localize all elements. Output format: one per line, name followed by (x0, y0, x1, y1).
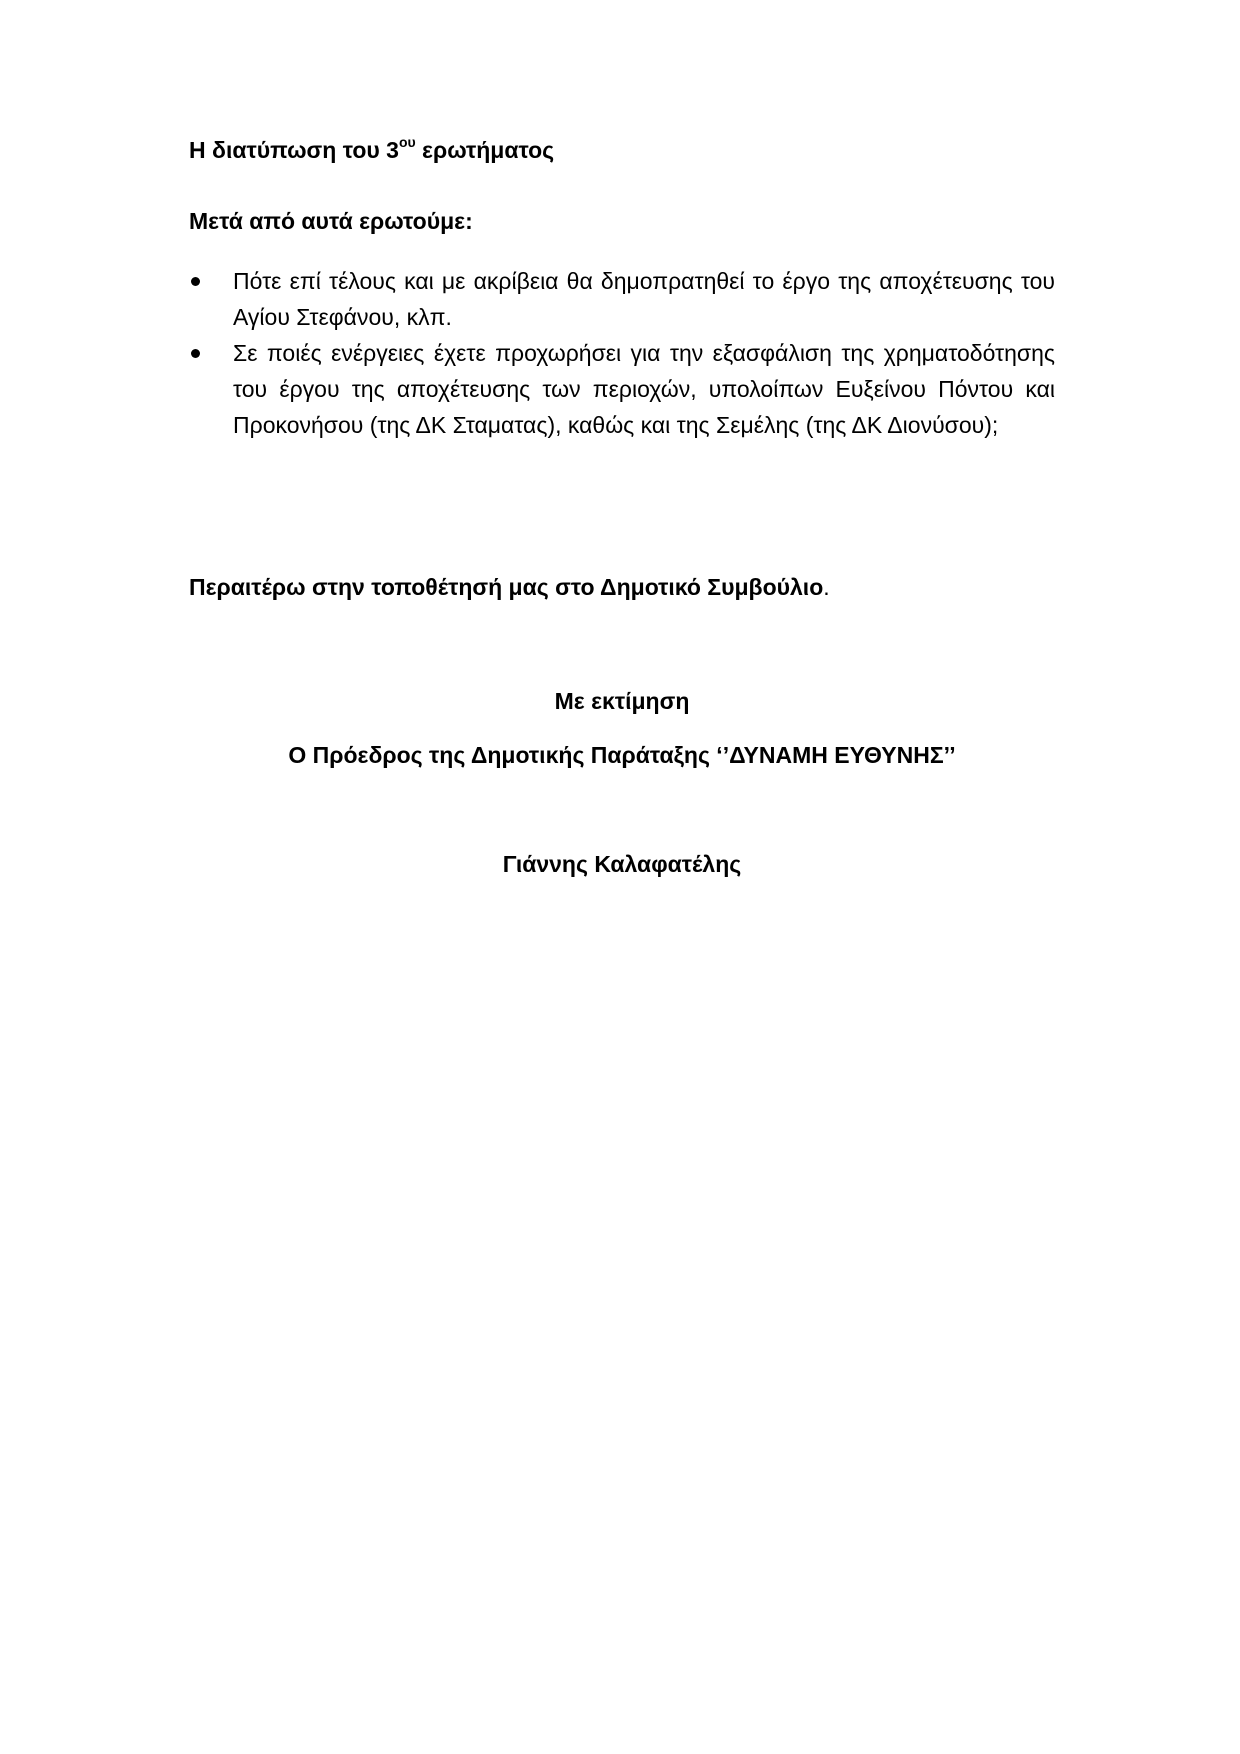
closing-statement-text: Περαιτέρω στην τοποθέτησή μας στο Δημοτικό Συμβούλιο (189, 574, 824, 600)
question-heading-superscript: ου (398, 134, 416, 151)
question-heading-suffix: ερωτήματος (415, 137, 555, 163)
question-heading-prefix: Η διατύπωση του 3 (189, 137, 399, 163)
question-heading (189, 135, 554, 165)
question-item-1 (189, 263, 1055, 335)
question-item-2-text: Σε ποιές ενέργειες έχετε προχωρήσει για την εξασφάλιση της χρηματοδότησης του έργου της αποχέτευσης των περιοχών, υπολοίπων Ευξείνου Πόντου και Προκονήσου (της ΔΚ Σταματας), καθώς και της Σεμέλης (της ΔΚ Διονύσου); (233, 340, 1055, 438)
question-item-1-text: Πότε επί τέλους και με ακρίβεια θα δημοπρατηθεί το έργο της αποχέτευσης του Αγίου Στεφάνου, κλπ. (233, 268, 1055, 330)
question-item-2 (189, 335, 1055, 443)
questions-list (189, 263, 1055, 443)
bullet-dot-icon (191, 277, 200, 286)
signature-role: Ο Πρόεδρος της Δημοτικής Παράταξης ‘’ΔΥΝΑΜΗ ΕΥΘΥΝΗΣ’’ (288, 742, 956, 768)
signature-salutation: Με εκτίμηση (554, 688, 690, 714)
signature-name: Γιάννης Καλαφατέλης (502, 851, 742, 877)
closing-statement-period: . (823, 574, 830, 600)
questions-intro-heading: Μετά από αυτά ερωτούμε: (189, 208, 473, 234)
bullet-dot-icon (191, 349, 200, 358)
closing-statement (189, 572, 830, 602)
